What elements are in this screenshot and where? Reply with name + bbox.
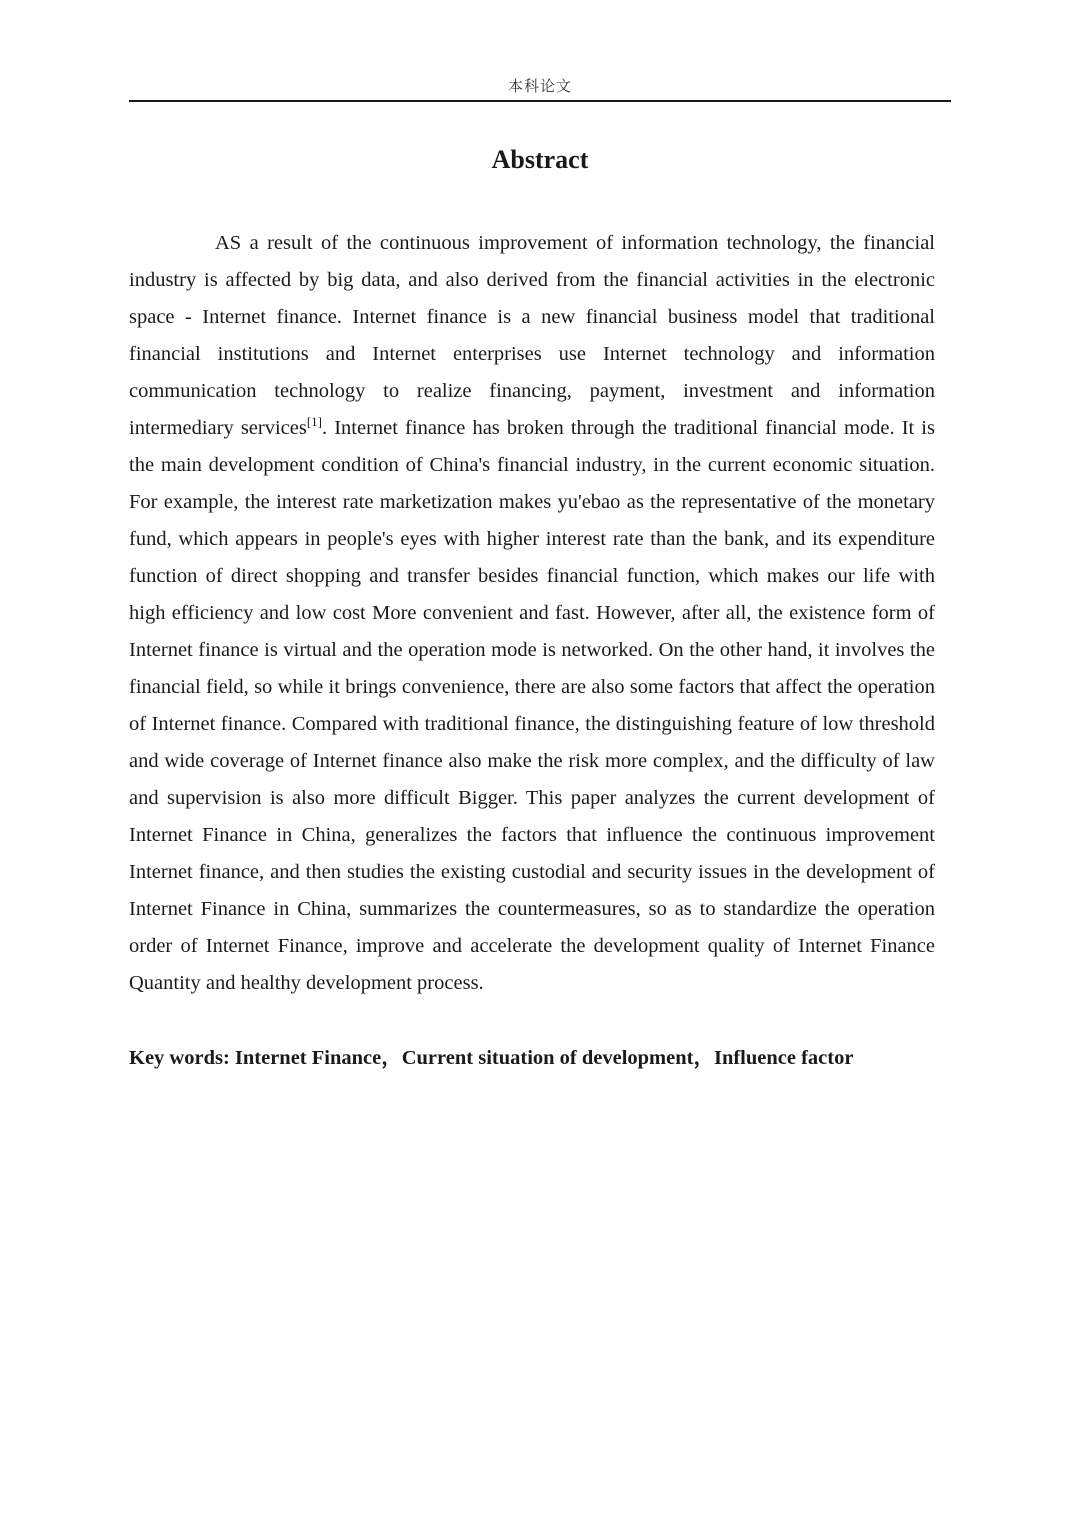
abstract-body-text-part1: AS a result of the continuous improvement of information technology, the financial industry is affected by big data, and also derived from the financial activities in the electronic space - Internet finance. Internet finance is a new financial business model that traditional financial institutions and Internet enterprises use Internet technology and information communication technology to realize financing, payment, investment and information intermediary services [129, 232, 935, 439]
abstract-body-text-part2: . Internet finance has broken through the traditional financial mode. It is the main development condition of China's financial industry, in the current economic situation. For example, the interest rate marketization makes yu'ebao as the representative of the monetary fund, which appears in people's eyes with higher interest rate than the bank, and its expenditure function of direct shopping and transfer besides financial function, which makes our life with high efficiency and low cost More convenient and fast. However, after all, the existence form of Internet finance is virtual and the operation mode is networked. On the other hand, it involves the financial field, so while it brings convenience, there are also some factors that affect the operation of Internet finance. Compared with traditional finance, the distinguishing feature of low threshold and wide coverage of Internet finance also make the risk more complex, and the difficulty of law and supervision is also more difficult Bigger. This paper analyzes the current development of Internet Finance in China, generalizes the factors that influence the continuous improvement Internet finance, and then studies the existing custodial and security issues in the development of Internet Finance in China, summarizes the countermeasures, so as to standardize the operation order of Internet Finance, improve and accelerate the development quality of Internet Finance Quantity and healthy development process. [129, 417, 935, 994]
running-title: 本科论文 [507, 77, 572, 95]
abstract-body [129, 225, 935, 1002]
citation-reference: [1] [306, 414, 323, 430]
abstract-title: Abstract [491, 145, 589, 174]
keywords-line: Key words: Internet Finance，Current situation of development，Influence factor [129, 1047, 854, 1069]
page-header [129, 76, 951, 102]
